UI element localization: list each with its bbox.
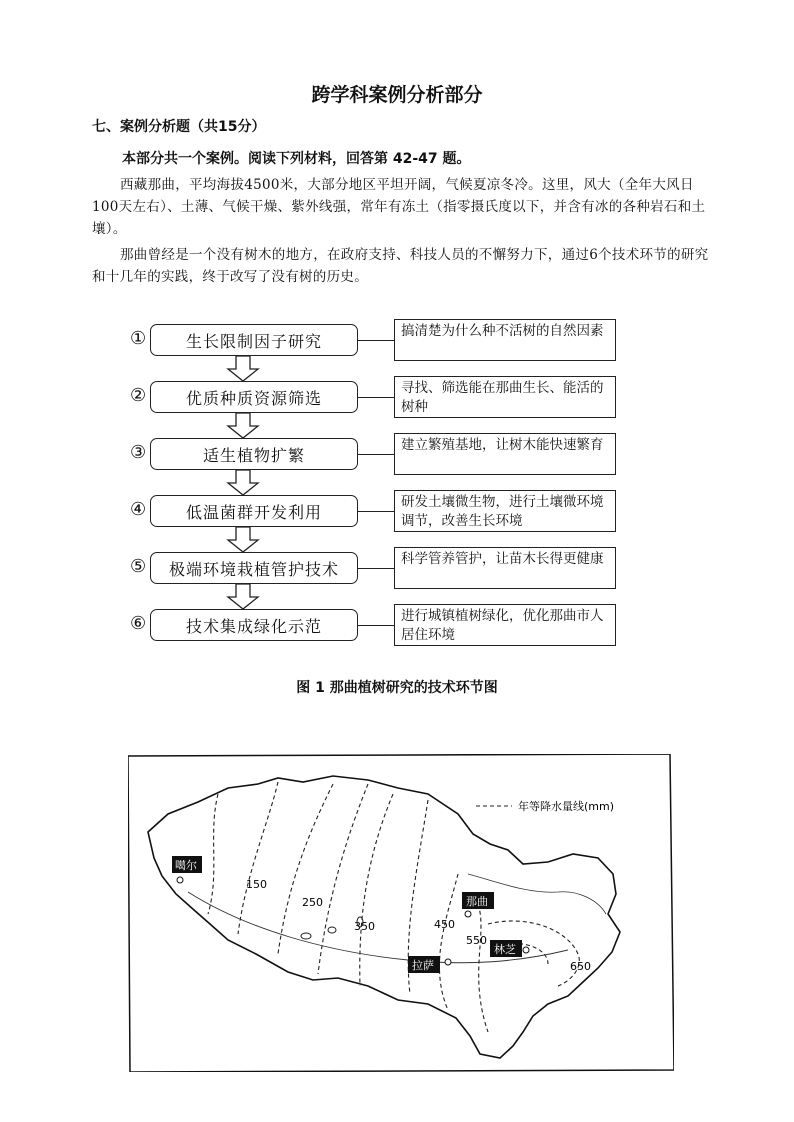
city-marker-icon (177, 877, 183, 883)
section-intro: 本部分共一个案例。阅读下列材料，回答第 42-47 题。 (122, 151, 471, 167)
down-arrow-icon (226, 356, 260, 382)
down-arrow-icon (226, 413, 260, 439)
flow-note-box: 搞清楚为什么种不活树的自然因素 (394, 319, 616, 361)
connector-line (358, 340, 394, 341)
connector-line (358, 397, 394, 398)
flow-step-box: 生长限制因子研究 (150, 324, 358, 356)
connector-line (358, 568, 394, 569)
flow-step-box: 低温菌群开发利用 (150, 495, 358, 527)
city-marker-icon (445, 959, 451, 965)
step-number: ② (130, 385, 147, 406)
isoline-label: 650 (570, 960, 591, 973)
flow-step-box: 技术集成绿化示范 (150, 609, 358, 641)
step-number: ⑤ (130, 556, 147, 577)
flow-step-box: 适生植物扩繁 (150, 438, 358, 470)
connector-line (358, 454, 394, 455)
isoline-label: 550 (466, 934, 487, 947)
city-marker-icon (465, 911, 471, 917)
flow-note-box: 科学管养管护，让苗木长得更健康 (394, 547, 616, 589)
flow-note-box: 进行城镇植树绿化，优化那曲市人居住环境 (394, 604, 616, 646)
flow-note-box: 研发土壤微生物，进行土壤微环境调节，改善生长环境 (394, 490, 616, 532)
section-heading: 七、案例分析题（共15分） (92, 119, 266, 135)
precipitation-map (128, 754, 674, 1072)
legend-label: 年等降水量线(mm) (518, 800, 615, 813)
down-arrow-icon (226, 527, 260, 553)
isoline-label: 150 (246, 878, 267, 891)
place-label: 林芝 (494, 943, 516, 956)
place-label: 拉萨 (412, 959, 434, 972)
isoline-label: 350 (354, 920, 375, 933)
material-paragraph-2: 那曲曾经是一个没有树木的地方，在政府支持、科技人员的不懈努力下，通过6个技术环节的研究和十几年的实践，终于改写了没有树的历史。 (92, 247, 709, 285)
page-title: 跨学科案例分析部分 (311, 84, 483, 106)
flow-note-box: 寻找、筛选能在那曲生长、能活的树种 (394, 376, 616, 418)
flow-step-box: 优质种质资源筛选 (150, 381, 358, 413)
step-number: ① (130, 328, 147, 349)
isoline-label: 250 (302, 896, 323, 909)
material-paragraph-1: 西藏那曲，平均海拔4500米，大部分地区平坦开阔，气候夏凉冬冷。这里，风大（全年大风日100天左右）、土薄、气候干燥、紫外线强，常年有冻土（指零摄氏度以下，并含有冰的各种岩石和土壤）。 (92, 177, 706, 237)
place-label: 噶尔 (175, 859, 197, 872)
step-number: ③ (130, 442, 147, 463)
figure-caption: 图 1 那曲植树研究的技术环节图 (296, 680, 498, 696)
flow-step-box: 极端环境栽植管护技术 (150, 552, 358, 584)
connector-line (358, 625, 394, 626)
place-label: 那曲 (466, 895, 488, 908)
down-arrow-icon (226, 584, 260, 610)
flow-diagram (130, 312, 630, 657)
down-arrow-icon (226, 470, 260, 496)
flow-note-box: 建立繁殖基地，让树木能快速繁育 (394, 433, 616, 475)
step-number: ⑥ (130, 613, 147, 634)
isoline-label: 450 (434, 918, 455, 931)
step-number: ④ (130, 499, 147, 520)
connector-line (358, 511, 394, 512)
city-marker-icon (523, 947, 529, 953)
